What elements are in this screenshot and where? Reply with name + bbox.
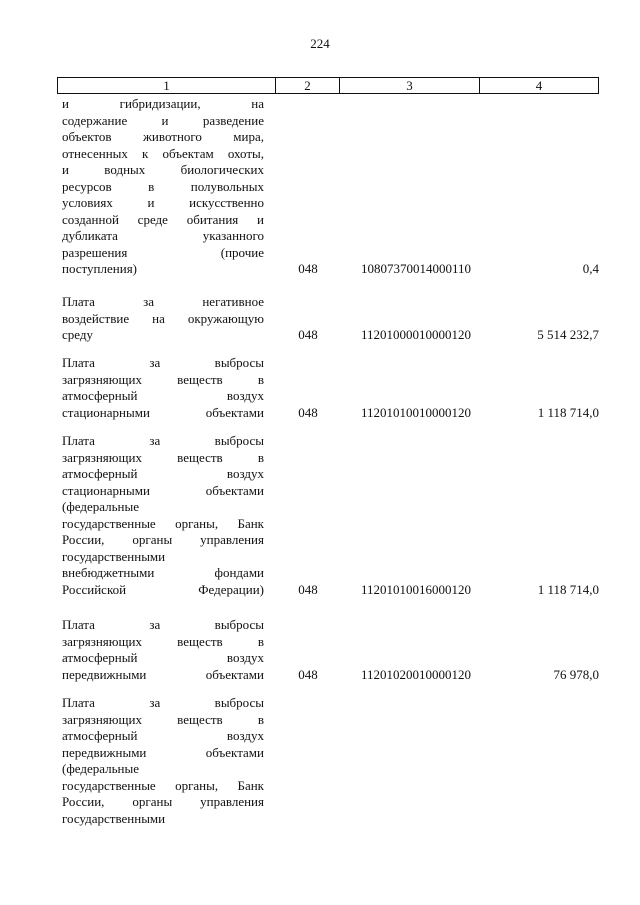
row-name-line: ресурсов в полувольных	[62, 178, 264, 194]
header-col-2: 2	[276, 78, 340, 93]
row-name-line: стационарными объектами	[62, 482, 264, 498]
row-name-line: государственные органы, Банк	[62, 515, 264, 531]
row-value: 5 514 232,7	[537, 327, 599, 342]
row-name-line: загрязняющих веществ в	[62, 449, 264, 465]
row-budget-code: 11201010016000120	[360, 581, 472, 597]
row-name-line: Плата за выбросы	[62, 433, 264, 448]
row-name-line: государственными	[62, 548, 166, 564]
row-admin-code: 048	[298, 581, 318, 597]
row-name-line: объектов животного мира,	[62, 129, 264, 144]
row-value: 1 118 714,0	[537, 581, 599, 597]
row-name-line: Плата за выбросы	[62, 695, 264, 710]
row-admin-code: 048	[298, 666, 318, 682]
row-budget-code: 11201000010000120	[360, 327, 472, 342]
row-name-line: стационарными объектами	[62, 404, 264, 420]
row-name	[62, 96, 264, 278]
row-name	[62, 617, 264, 683]
row-value: 76 978,0	[553, 666, 599, 682]
row-name-line: атмосферный воздух	[62, 650, 264, 665]
row-name-line: загрязняющих веществ в	[62, 371, 264, 387]
page-number: 224	[310, 36, 330, 51]
row-name-line: России, органы управления	[62, 794, 264, 809]
header-col-1: 1	[58, 78, 276, 93]
row-name-line: (федеральные	[62, 761, 139, 776]
row-name-line: и гибридизации, на	[62, 96, 264, 111]
row-name	[62, 294, 264, 344]
row-admin-code: 048	[298, 404, 318, 420]
row-name-line: передвижными объектами	[62, 744, 264, 760]
row-name-line: внебюджетными фондами	[62, 565, 264, 580]
row-budget-code: 10807370014000110	[360, 261, 472, 276]
row-name-line: Российской Федерации)	[62, 581, 264, 597]
row-name-line: загрязняющих веществ в	[62, 633, 264, 649]
row-name-line: Плата за негативное	[62, 294, 264, 309]
row-name	[62, 433, 264, 598]
row-name-line: дубликата указанного	[62, 228, 264, 243]
row-name-line: условиях и искусственно	[62, 195, 264, 210]
header-col-3: 3	[340, 78, 480, 93]
row-name-line: атмосферный воздух	[62, 466, 264, 481]
row-name-line: атмосферный воздух	[62, 728, 264, 743]
row-name-line: и водных биологических	[62, 162, 264, 177]
row-name-line: атмосферный воздух	[62, 388, 264, 403]
row-name-line: отнесенных к объектам охоты,	[62, 145, 264, 161]
header-col-4: 4	[535, 78, 543, 93]
row-name-line: (федеральные	[62, 499, 139, 514]
row-budget-code: 11201020010000120	[360, 666, 472, 682]
row-name-line: среду	[62, 327, 93, 342]
row-name-line: передвижными объектами	[62, 666, 264, 682]
row-name-line: созданной среде обитания и	[62, 211, 264, 227]
row-name	[62, 695, 264, 827]
row-name-line: государственные органы, Банк	[62, 777, 264, 793]
row-name-line: загрязняющих веществ в	[62, 711, 264, 727]
row-name-line: государственными	[62, 810, 166, 826]
row-name-line: разрешения (прочие	[62, 244, 264, 260]
row-name-line: поступления)	[62, 261, 137, 276]
row-admin-code: 048	[298, 327, 318, 342]
row-value: 0,4	[582, 261, 599, 276]
row-value: 1 118 714,0	[537, 404, 599, 420]
row-name-line: Плата за выбросы	[62, 617, 264, 632]
row-name	[62, 355, 264, 421]
row-budget-code: 11201010010000120	[360, 404, 472, 420]
table-header	[57, 77, 599, 94]
row-name-line: воздействие на окружающую	[62, 310, 264, 326]
row-admin-code: 048	[298, 261, 318, 276]
row-name-line: содержание и разведение	[62, 112, 264, 128]
row-name-line: Плата за выбросы	[62, 355, 264, 370]
row-name-line: России, органы управления	[62, 532, 264, 547]
